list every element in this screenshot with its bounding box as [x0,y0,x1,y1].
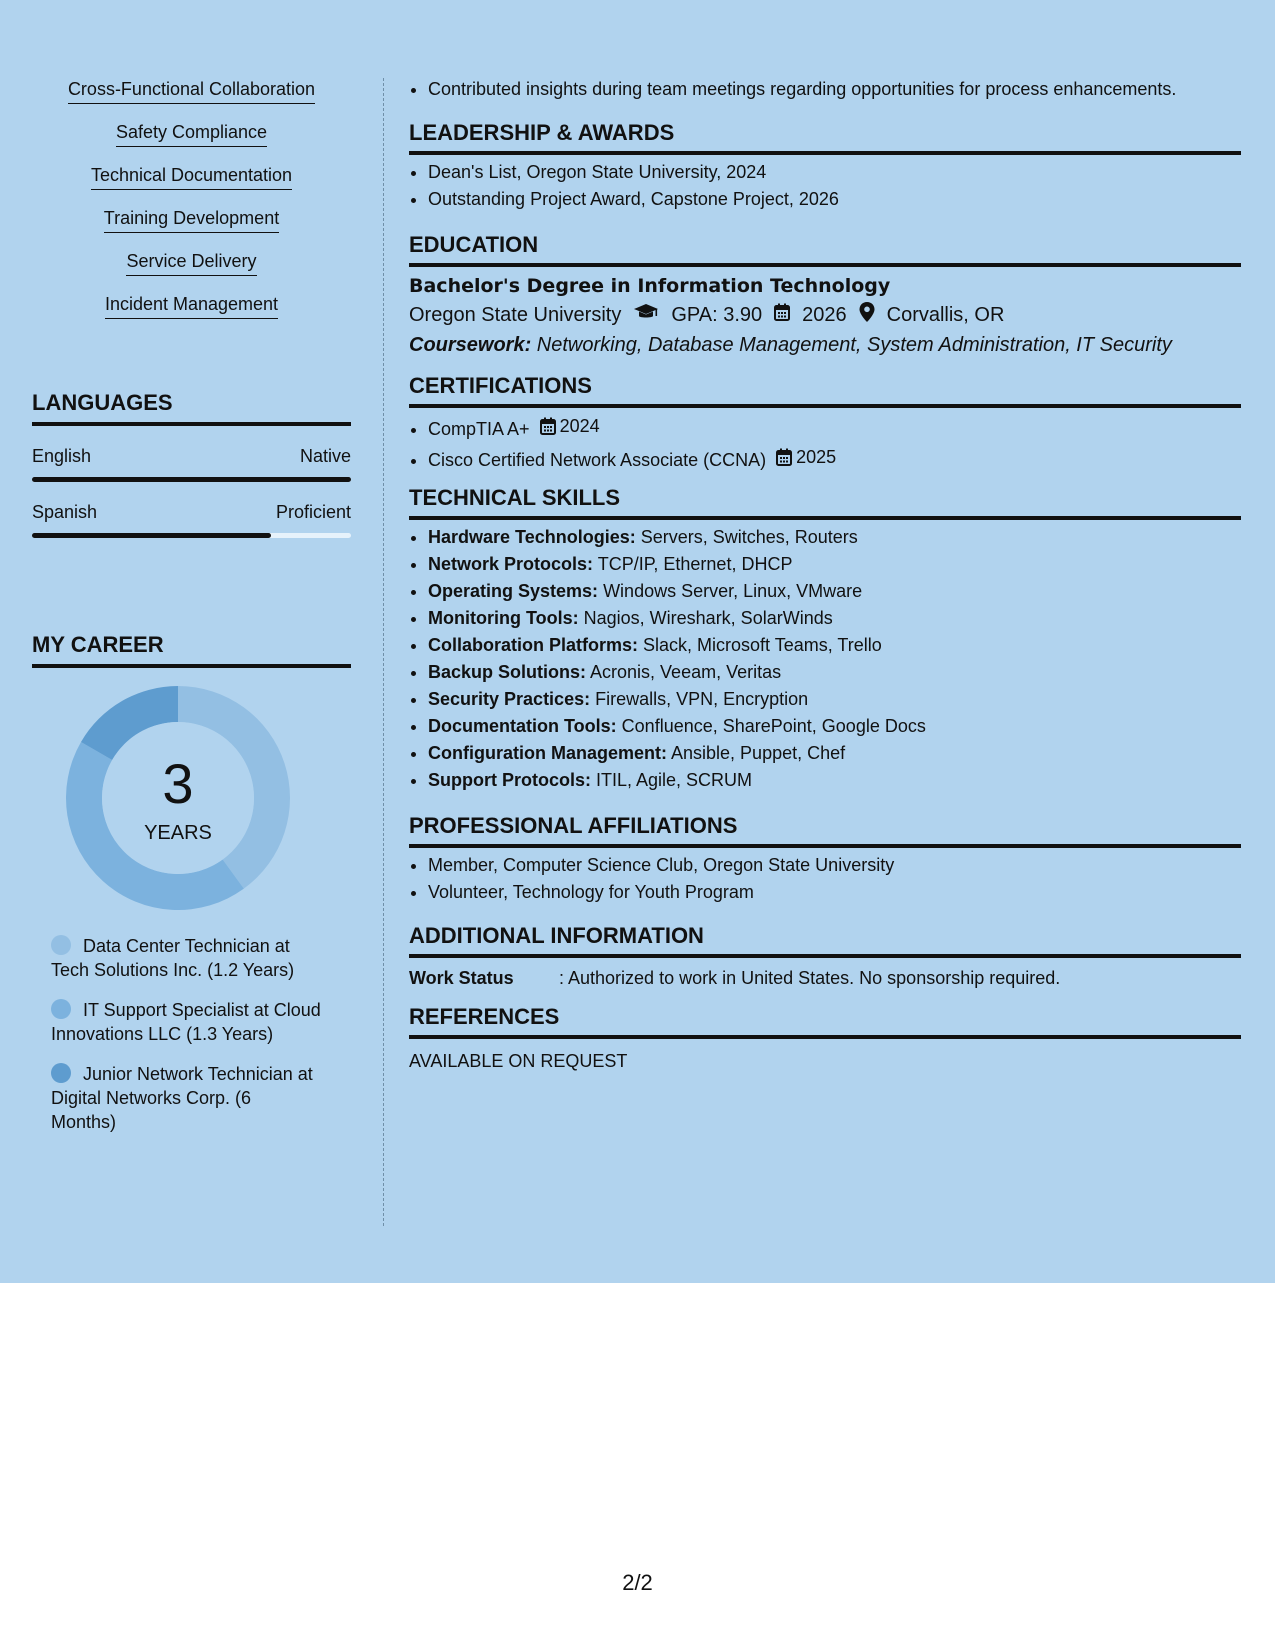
skill-item [428,740,1241,767]
skill-value: Slack, Microsoft Teams, Trello [638,635,882,655]
page-number: 2/2 [622,1570,653,1595]
skill-tag: Service Delivery [126,250,256,276]
column-divider [383,78,384,1226]
skill-value: Windows Server, Linux, VMware [598,581,863,601]
technical-skills-heading: TECHNICAL SKILLS [409,485,1241,520]
work-status-label: Work Status [409,968,514,988]
skill-item [428,632,1241,659]
certification-date: 2025 [796,447,837,467]
skill-label: Support Protocols: [428,770,591,790]
skill-value: Nagios, Wireshark, SolarWinds [578,608,833,628]
certifications-section [409,373,1241,474]
references-heading: REFERENCES [409,1004,1241,1039]
skill-item [428,551,1241,578]
left-column [32,78,351,1132]
skill-item [428,659,1241,686]
certification-name: CompTIA A+ [428,419,530,439]
legend-dot-icon [51,1063,71,1083]
affiliation-item: • Volunteer, Technology for Youth Program [428,879,1241,906]
career-section [32,632,351,1132]
skill-value: ITIL, Agile, SCRUM [591,770,753,790]
location-pin-icon [859,302,875,328]
skill-value: Firewalls, VPN, Encryption [590,689,809,709]
legend-dot-icon [51,999,71,1019]
certification-date: 2024 [559,416,600,436]
certification-name: Cisco Certified Network Associate (CCNA) [428,450,767,470]
gpa-value: GPA: 3.90 [671,303,763,326]
school-location: Corvallis, OR [886,303,1005,326]
certifications-heading: CERTIFICATIONS [409,373,1241,408]
skill-label: Operating Systems: [428,581,599,601]
language-item [32,446,351,482]
skill-label: Network Protocols: [428,554,594,574]
skill-tags [32,78,351,336]
skill-tag: Training Development [104,207,279,233]
references-text: AVAILABLE ON REQUEST [409,1051,628,1071]
school-name: Oregon State University [409,303,622,326]
career-donut-chart [66,686,290,910]
work-status-row [409,968,1241,989]
skill-label: Documentation Tools: [428,716,617,736]
references-section [409,1004,1241,1072]
skill-item [428,578,1241,605]
skill-tag: Technical Documentation [91,164,292,190]
education-section [409,232,1241,357]
career-legend [51,934,321,1150]
skill-item [428,686,1241,713]
work-status-value: : Authorized to work in United States. No sponsorship required. [559,968,1061,988]
language-name: Spanish [32,502,98,522]
language-bar-fill [32,477,351,482]
skill-label: Collaboration Platforms: [428,635,639,655]
graduation-cap-icon [633,303,659,327]
career-legend-item [51,1062,321,1134]
graduation-year: 2026 [802,303,847,326]
award-item: • Dean's List, Oregon State University, 2024 [428,159,1241,186]
affiliations-section [409,813,1241,906]
degree-title: Bachelor's Degree in Information Technology [409,275,891,297]
language-bar-fill [32,533,271,538]
career-total-years: 3 [162,752,194,815]
experience-bullet: • Contributed insights during team meetings regarding opportunities for process enhancements. [428,76,1241,103]
experience-continued [409,76,1241,103]
certification-item [428,412,1241,443]
calendar-icon [540,417,556,435]
skill-label: Security Practices: [428,689,591,709]
coursework-list: Networking, Database Management, System Administration, IT Security [531,334,1172,356]
calendar-icon [774,303,790,327]
skill-value: Acronis, Veeam, Veritas [586,662,782,682]
additional-info-section [409,923,1241,989]
skill-item [428,713,1241,740]
languages-heading: LANGUAGES [32,390,351,426]
skill-tag: Incident Management [105,293,278,319]
career-legend-text: Data Center Technician at Tech Solutions Inc. (1.2 Years) [51,936,295,980]
leadership-heading: LEADERSHIP & AWARDS [409,120,1241,155]
coursework-label: Coursework: [409,334,532,356]
education-details [409,302,1241,328]
language-level: Native [299,446,351,466]
coursework [409,334,1241,357]
leadership-section [409,120,1241,213]
skill-value: Confluence, SharePoint, Google Docs [616,716,926,736]
skill-value: TCP/IP, Ethernet, DHCP [593,554,793,574]
award-item: • Outstanding Project Award, Capstone Project, 2026 [428,186,1241,213]
career-legend-text: Junior Network Technician at Digital Networks Corp. (6 Months) [51,1064,313,1132]
education-heading: EDUCATION [409,232,1241,267]
language-name: English [32,446,92,466]
career-legend-text: IT Support Specialist at Cloud Innovations LLC (1.3 Years) [51,1000,321,1044]
skill-item [428,524,1241,551]
language-item [32,502,351,538]
skill-item [428,605,1241,632]
language-level: Proficient [275,502,351,522]
technical-skills-section [409,485,1241,794]
additional-info-heading: ADDITIONAL INFORMATION [409,923,1241,958]
skill-tag: Cross-Functional Collaboration [68,78,315,104]
skill-tag: Safety Compliance [116,121,267,147]
skill-label: Configuration Management: [428,743,667,763]
affiliation-item: • Member, Computer Science Club, Oregon State University [428,852,1241,879]
languages-section [32,390,351,538]
career-legend-item [51,998,321,1046]
skill-value: Ansible, Puppet, Chef [667,743,846,763]
language-bar [32,533,351,538]
skill-label: Backup Solutions: [428,662,587,682]
skill-value: Servers, Switches, Routers [635,527,858,547]
career-legend-item [51,934,321,982]
career-total-unit: YEARS [144,822,212,844]
legend-dot-icon [51,935,71,955]
skill-item [428,767,1241,794]
skill-label: Monitoring Tools: [428,608,579,628]
certification-item [428,443,1241,474]
affiliations-heading: PROFESSIONAL AFFILIATIONS [409,813,1241,848]
language-bar [32,477,351,482]
skill-label: Hardware Technologies: [428,527,636,547]
career-heading: MY CAREER [32,632,351,668]
calendar-icon [776,448,792,466]
